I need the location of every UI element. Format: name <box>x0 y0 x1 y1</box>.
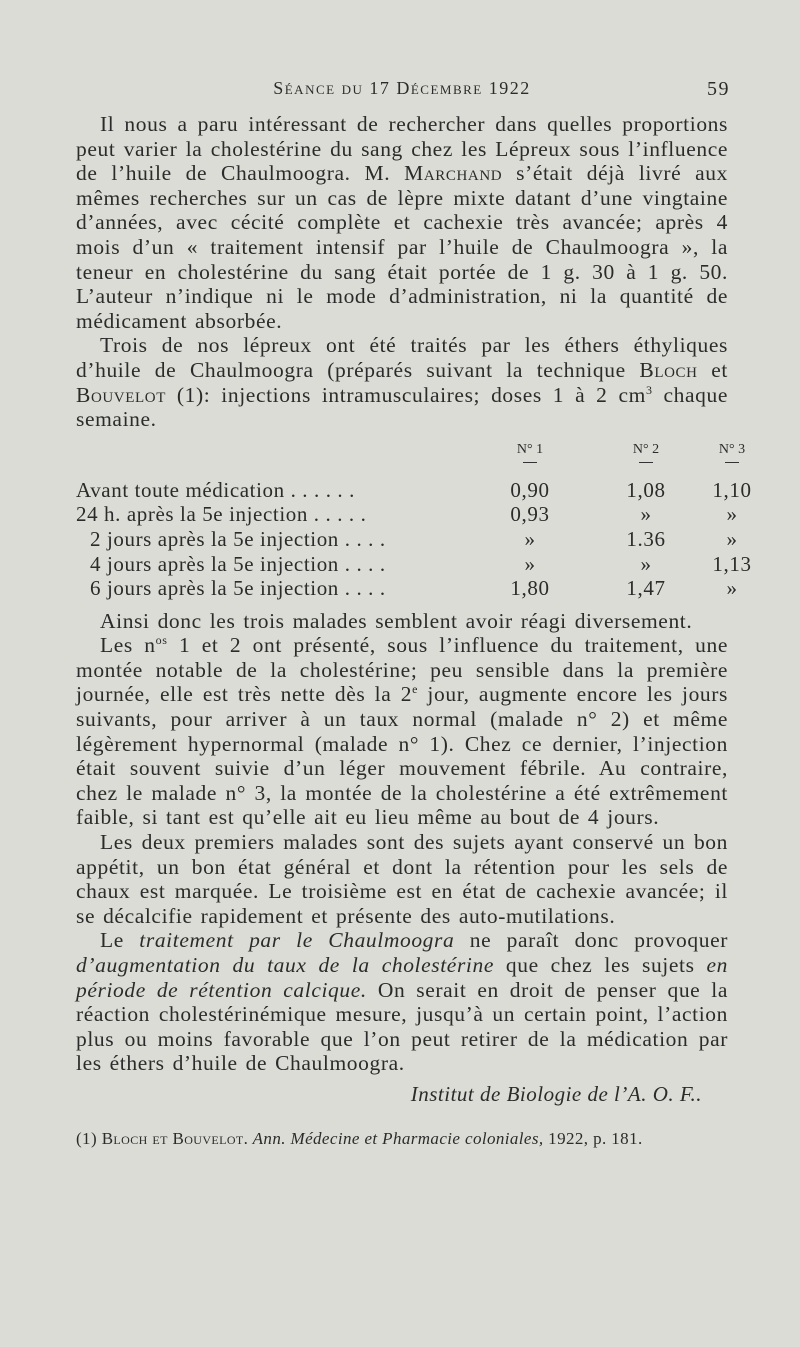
cell-value: » <box>524 526 536 551</box>
page-number: 59 <box>707 78 730 100</box>
superscript-cubed: 3 <box>645 382 653 397</box>
para1-text-a: Il nous a paru intéressant de rechercher dans quelles proportions peut varier la cholestérine du sang chez les Lépreux sous l’influence de l’huile de Chaulmoogra. M. <box>76 112 728 186</box>
para6-italic-c: en période de rétention calcique. <box>76 953 728 1002</box>
para6-text-a: Le <box>100 928 140 953</box>
cell-value: 1,80 <box>510 576 550 601</box>
footnote-journal: Ann. Médecine et Pharmacie coloniales, <box>248 1128 544 1148</box>
footnote <box>76 1129 728 1149</box>
cell-value: » <box>640 551 652 576</box>
para6-text-c: que chez les sujets <box>493 953 707 977</box>
para2-text-d: chaque semaine. <box>76 382 728 432</box>
paragraph-5: Les deux premiers malades sont des sujets ayant conservé un bon appétit, un bon état général et dont la rétention pour les sels de chaux est marquée. Le troisième est en état de cachexie avancée; il se décalcifie rapidement et présente des auto-mutilations. <box>76 830 728 928</box>
table-row <box>76 526 738 552</box>
author-name-bloch: Bloch <box>639 357 698 382</box>
column-header-1-label: N° 1 <box>516 441 544 457</box>
para6-text-b: ne paraît donc provoquer <box>454 928 728 953</box>
cell-value: » <box>524 551 536 576</box>
body-text <box>76 112 728 432</box>
footnote-citation: 1922, p. 181. <box>543 1128 643 1148</box>
table-row <box>76 502 738 527</box>
column-header-3 <box>692 442 772 463</box>
column-header-1 <box>490 442 570 463</box>
para6-text-d: On serait en droit de penser que la réaction cholestérinémique mesure, jusqu’à un certain point, l’action plus ou moins favorable que l’on peut retirer de la médication par les éthers d’huile de Chaulmoogra. <box>76 977 728 1076</box>
row-label: 2 jours après la 5e injection . . . . <box>90 526 386 551</box>
column-header-2-label: N° 2 <box>632 441 660 457</box>
running-head <box>76 78 728 112</box>
cell-value: 1.36 <box>626 526 666 551</box>
footnote-authors: Bloch et Bouvelot. <box>101 1128 249 1148</box>
table-header <box>76 441 746 478</box>
superscript-e: e <box>412 682 419 697</box>
row-label: 24 h. après la 5e injection . . . . . <box>76 502 367 527</box>
superscript-os: os <box>155 633 168 648</box>
table-row <box>76 551 752 577</box>
para2-text-b: et <box>697 357 728 382</box>
body-text-continued <box>76 609 728 1076</box>
row-label: 4 jours après la 5e injection . . . . <box>90 551 386 576</box>
row-label: Avant toute médication . . . . . . <box>76 477 355 502</box>
signature: Institut de Biologie de l’A. O. F.. <box>410 1081 702 1106</box>
table-row <box>76 477 752 503</box>
para4-text-a: Les n <box>100 633 156 658</box>
cell-value: 1,13 <box>712 551 752 576</box>
running-title: Séance du 17 Décembre 1922 <box>273 78 531 98</box>
cell-value: 0,90 <box>510 477 550 502</box>
paragraph-2 <box>76 333 728 431</box>
para1-text-b: s’était déjà livré aux mêmes recherches sur un cas de lèpre mixte datant d’une vingtaine d’années, avec cécité complète et cachexie très avancée; après 4 mois d’un « traitement intensif par l’huile de Chaulmoogra », la teneur en cholestérine du sang était portée de 1 g. 30 à 1 g. 50. L’auteur n’indique ni le mode d’administration, ni la quantité de médicament absorbée. <box>76 161 728 333</box>
column-dash-3 <box>725 462 739 463</box>
footnote-mark: (1) <box>76 1128 102 1148</box>
cell-value: » <box>726 576 738 601</box>
data-table <box>76 477 752 601</box>
table-row <box>76 576 738 601</box>
paragraph-4 <box>76 633 728 830</box>
cell-value: » <box>640 502 652 527</box>
author-name-marchand: Marchand <box>404 161 503 186</box>
column-dash-1 <box>523 462 537 463</box>
column-dash-2 <box>639 462 653 463</box>
para6-italic-a: traitement par le Chaulmoogra <box>139 928 455 953</box>
row-label: 6 jours après la 5e injection . . . . <box>90 576 386 601</box>
para4-text-b: 1 et 2 ont présenté, sous l’influence du traitement, une montée notable de la cholestérine; peu sensible dans la première journée, elle est très nette dès la 2 <box>76 633 728 707</box>
para6-italic-b: d’augmentation du taux de la cholestérine <box>76 953 494 977</box>
column-header-2 <box>606 442 686 463</box>
cell-value: 1,10 <box>712 477 752 502</box>
column-header-3-label: N° 3 <box>718 441 746 457</box>
paragraph-6 <box>76 928 728 1076</box>
paragraph-1 <box>76 112 728 333</box>
paragraph-3: Ainsi donc les trois malades semblent avoir réagi diversement. <box>100 608 693 633</box>
para4-text-c: jour, augmente encore les jours suivants, pour arriver à un taux normal (malade n° 2) et même légèrement hypernormal (malade n° 1). Chez ce dernier, l’injection était souvent suivie d’un léger mouvement fébrile. Au contraire, chez le malade n° 3, la montée de la cholestérine a été extrêmement faible, si tant est qu’elle ait eu lieu même au bout de 4 jours. <box>76 682 728 830</box>
author-name-bouvelot: Bouvelot <box>76 382 166 407</box>
para2-text-a: Trois de nos lépreux ont été traités par les éthers éthyliques d’huile de Chaulmoogra (préparés suivant la technique <box>76 333 728 382</box>
cell-value: 1,08 <box>626 477 666 502</box>
cell-value: 1,47 <box>626 576 666 601</box>
cell-value: » <box>726 526 738 551</box>
cell-value: 0,93 <box>510 502 550 527</box>
para2-text-c: (1): injections intramusculaires; doses 1 à 2 cm <box>165 382 646 407</box>
cell-value: » <box>726 502 738 527</box>
